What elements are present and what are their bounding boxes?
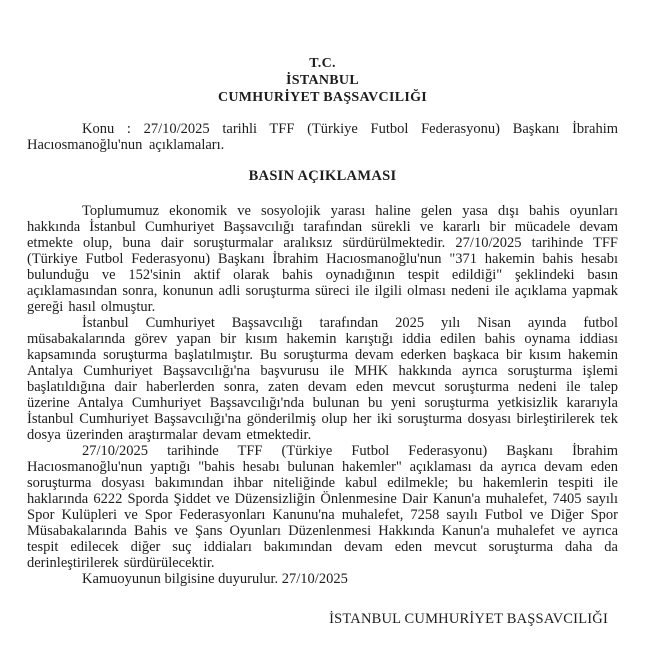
signature-block: İSTANBUL CUMHURİYET BAŞSAVCILIĞI xyxy=(329,611,608,627)
paragraph-investigation: İstanbul Cumhuriyet Başsavcılığı tarafından 2025 yılı Nisan ayında futbol müsabakalarında görev yapan bir kısım hakemin karıştığı iddia edilen bahis oynama iddiası kapsamında soruşturma başlatılmıştır. Bu soruşturma devam ederken başkaca bir kısım hakemin Antalya Cumhuriyet Başsavcılığı'na başvurusu ile MHK hakkında ayrıca soruşturma işlemi başlatıldığına dair haberlerden sonra, zaten devam eden mevcut soruşturma nedeni ile talep üzerine Antalya Cumhuriyet Başsavcılığı'nda bulunan bu yeni soruşturma yetkisizlik kararıyla İstanbul Cumhuriyet Başsavcılığı'na gönderilmiş olup her iki soruşturma dosyası birleştirilerek tek dosya üzerinden araştırmalar devam etmektedir. xyxy=(27,315,618,443)
paragraph-legal-basis: 27/10/2025 tarihinde TFF (Türkiye Futbol Federasyonu) Başkanı İbrahim Hacıosmanoğlu'nun yaptığı "bahis hesabı bulunan hakemler" açıklaması da ayrıca devam eden soruşturma dosyası bakımından ihbar niteliğinde kabul edilmekle; bu hakemlerin tespiti ile haklarında 6222 Sporda Şiddet ve Düzensizliğin Önlenmesine Dair Kanun'a muhalefet, 7405 sayılı Spor Kulüpleri ve Spor Federasyonları Kanunu'na muhalefet, 7258 sayılı Futbol ve Diğer Spor Müsabakalarında Bahis ve Şans Oyunları Düzenlenmesi Hakkında Kanun'a muhalefet ve ayrıca tespit edilecek diğer suç iddiaları bakımından devam eden mevcut soruşturma daha da derinleştirilerek sürdürülecektir. xyxy=(27,443,618,571)
paragraph-intro: Toplumumuz ekonomik ve sosyolojik yarası haline gelen yasa dışı bahis oyunları hakkında İstanbul Cumhuriyet Başsavcılığı tarafından sürekli ve kararlı bir mücadele devam etmekte olup, buna dair soruşturmalar aralıksız sürdürülmektedir. 27/10/2025 tarihinde TFF (Türkiye Futbol Federasyonu) Başkanı İbrahim Hacıosmanoğlu'nun "371 hakemin bahis hesabı bulunduğu ve 152'sinin aktif olarak bahis oynadığının tespit edildiği" şeklindeki basın açıklamasından sonra, konunun adli soruşturma süreci ile ilgili olması nedeni ile açıklama yapmak gereği hasıl olmuştur. xyxy=(27,203,618,315)
letterhead-state-abbr: T.C. xyxy=(309,56,336,71)
subject-line: Konu : 27/10/2025 tarihli TFF (Türkiye Futbol Federasyonu) Başkanı İbrahim Hacıosmanoğlu'nun açıklamaları. xyxy=(27,121,618,153)
document-title: BASIN AÇIKLAMASI xyxy=(248,168,397,184)
letterhead-office: CUMHURİYET BAŞSAVCILIĞI xyxy=(217,90,428,105)
letterhead xyxy=(27,55,618,106)
letterhead-city: İSTANBUL xyxy=(286,73,359,88)
closing-line: Kamuoyunun bilgisine duyurulur. 27/10/2025 xyxy=(82,571,348,587)
